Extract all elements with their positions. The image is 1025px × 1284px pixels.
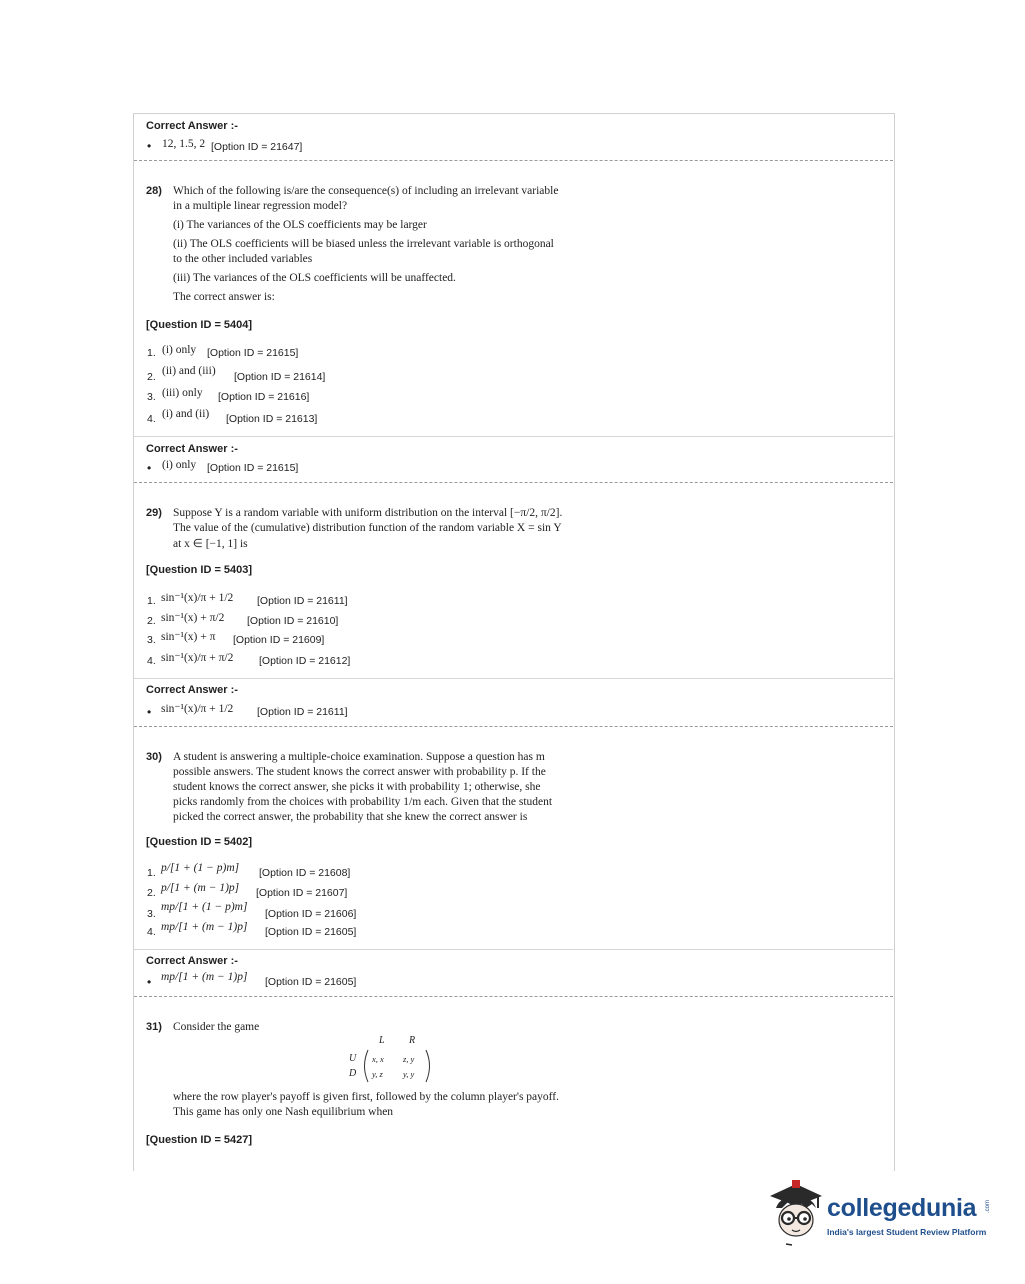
q28-number: 28) [146, 185, 162, 197]
matrix-cell-DL: y, z [372, 1069, 383, 1079]
q31-intro: Consider the game [173, 1021, 260, 1033]
q29-option-4-num: 4. [147, 655, 156, 667]
divider [134, 996, 893, 997]
q30-line-2: possible answers. The student knows the correct answer with probability p. If the [173, 766, 546, 778]
divider [134, 726, 893, 727]
q28-option-3-text[interactable]: (iii) only [162, 387, 203, 399]
q29-option-1-text[interactable]: sin⁻¹(x)/π + 1/2 [161, 592, 234, 604]
q28-option-2-text[interactable]: (ii) and (iii) [162, 365, 216, 377]
q30-option-3-text[interactable]: mp/[1 + (1 − p)m] [161, 901, 248, 913]
q28-question-id: [Question ID = 5404] [146, 319, 253, 331]
q29-option-1-num: 1. [147, 595, 156, 607]
q30-option-2-num: 2. [147, 887, 156, 899]
q30-option-4-id: [Option ID = 21605] [265, 926, 357, 938]
collegedunia-mascot-logo [766, 1178, 824, 1248]
matrix-row-D: D [349, 1068, 357, 1079]
q28-line-5: to the other included variables [173, 253, 313, 265]
payoff-matrix [343, 1035, 443, 1087]
q29-number: 29) [146, 507, 162, 519]
matrix-col-L: L [379, 1035, 385, 1046]
q28-option-1-text[interactable]: (i) only [162, 344, 197, 356]
divider [134, 949, 893, 950]
q28-line-3: (i) The variances of the OLS coefficients may be larger [173, 219, 427, 231]
q29-line-2: The value of the (cumulative) distribution function of the random variable X = sin Y [173, 522, 562, 534]
q29-option-3-id: [Option ID = 21609] [233, 634, 325, 646]
q29-line-1: Suppose Y is a random variable with uniform distribution on the interval [−π/2, π/2]. [173, 507, 563, 519]
bullet: • [147, 139, 152, 153]
divider [134, 160, 893, 161]
prev-correct-answer-label: Correct Answer :- [146, 120, 238, 132]
q29-option-2-num: 2. [147, 615, 156, 627]
q28-option-1-id: [Option ID = 21615] [207, 347, 299, 359]
matrix-cell-DR: y, y [403, 1069, 415, 1079]
q29-option-3-text[interactable]: sin⁻¹(x) + π [161, 631, 216, 643]
q31-question-id: [Question ID = 5427] [146, 1134, 253, 1146]
q30-line-4: picks randomly from the choices with probability 1/m each. Given that the student [173, 796, 553, 808]
q28-line-6: (iii) The variances of the OLS coefficients will be unaffected. [173, 272, 456, 284]
q28-line-7: The correct answer is: [173, 291, 275, 303]
matrix-col-R: R [409, 1035, 416, 1046]
q29-question-id: [Question ID = 5403] [146, 564, 253, 576]
brand-suffix: .com [985, 1200, 991, 1214]
q29-answer-text: sin⁻¹(x)/π + 1/2 [161, 703, 234, 715]
q30-option-1-id: [Option ID = 21608] [259, 867, 351, 879]
q29-answer-option-id: [Option ID = 21611] [257, 706, 348, 718]
q29-correct-answer-label: Correct Answer :- [146, 684, 238, 696]
q28-answer-text: (i) only [162, 459, 197, 471]
q30-answer-option-id: [Option ID = 21605] [265, 976, 357, 988]
q28-option-4-id: [Option ID = 21613] [226, 413, 318, 425]
q31-line-1: where the row player's payoff is given first, followed by the column player's payoff. [173, 1091, 559, 1103]
q28-option-3-num: 3. [147, 391, 156, 403]
bullet: • [147, 461, 152, 475]
q28-line-1: Which of the following is/are the consequence(s) of including an irrelevant variable [173, 185, 559, 197]
q29-option-3-num: 3. [147, 634, 156, 646]
brand-name: collegedunia [827, 1194, 977, 1222]
q31-number: 31) [146, 1021, 162, 1033]
q30-line-1: A student is answering a multiple-choice examination. Suppose a question has m [173, 751, 545, 763]
q30-line-5: picked the correct answer, the probability that she knew the correct answer is [173, 811, 528, 823]
q30-question-id: [Question ID = 5402] [146, 836, 253, 848]
q28-option-3-id: [Option ID = 21616] [218, 391, 310, 403]
q28-line-2: in a multiple linear regression model? [173, 200, 348, 212]
prev-answer-math: 12, 1.5, 2 [162, 138, 206, 150]
q30-option-3-id: [Option ID = 21606] [265, 908, 357, 920]
matrix-cell-UR: z, y [403, 1054, 415, 1064]
bullet: • [147, 975, 152, 989]
divider [134, 436, 893, 437]
q30-option-1-num: 1. [147, 867, 156, 879]
bullet: • [147, 705, 152, 719]
q31-line-2: This game has only one Nash equilibrium when [173, 1106, 394, 1118]
q29-option-2-id: [Option ID = 21610] [247, 615, 339, 627]
q30-number: 30) [146, 751, 162, 763]
q30-option-3-num: 3. [147, 908, 156, 920]
divider [134, 678, 893, 679]
q29-option-4-text[interactable]: sin⁻¹(x)/π + π/2 [161, 652, 234, 664]
q28-line-4: (ii) The OLS coefficients will be biased unless the irrelevant variable is orthogonal [173, 238, 554, 250]
q30-correct-answer-label: Correct Answer :- [146, 955, 238, 967]
q28-option-2-id: [Option ID = 21614] [234, 371, 326, 383]
divider [134, 482, 893, 483]
q30-option-2-text[interactable]: p/[1 + (m − 1)p] [161, 882, 240, 894]
q29-line-3: at x ∈ [−1, 1] is [173, 538, 248, 550]
q29-option-2-text[interactable]: sin⁻¹(x) + π/2 [161, 612, 225, 624]
matrix-cell-UL: x, x [372, 1054, 384, 1064]
q28-option-2-num: 2. [147, 371, 156, 383]
q30-option-4-num: 4. [147, 926, 156, 938]
q30-option-1-text[interactable]: p/[1 + (1 − p)m] [161, 862, 240, 874]
q28-option-1-num: 1. [147, 347, 156, 359]
q29-option-4-id: [Option ID = 21612] [259, 655, 351, 667]
q28-answer-option-id: [Option ID = 21615] [207, 462, 299, 474]
matrix-row-U: U [349, 1053, 357, 1064]
q30-answer-text: mp/[1 + (m − 1)p] [161, 971, 248, 983]
q30-line-3: student knows the correct answer, she picks it with probability 1; otherwise, she [173, 781, 541, 793]
q28-option-4-num: 4. [147, 413, 156, 425]
q30-option-2-id: [Option ID = 21607] [256, 887, 348, 899]
q28-option-4-text[interactable]: (i) and (ii) [162, 408, 210, 420]
q30-option-4-text[interactable]: mp/[1 + (m − 1)p] [161, 921, 248, 933]
prev-answer-option-id: [Option ID = 21647] [211, 141, 303, 153]
q29-option-1-id: [Option ID = 21611] [257, 595, 348, 607]
q28-correct-answer-label: Correct Answer :- [146, 443, 238, 455]
brand-tagline: India's largest Student Review Platform [827, 1227, 987, 1237]
